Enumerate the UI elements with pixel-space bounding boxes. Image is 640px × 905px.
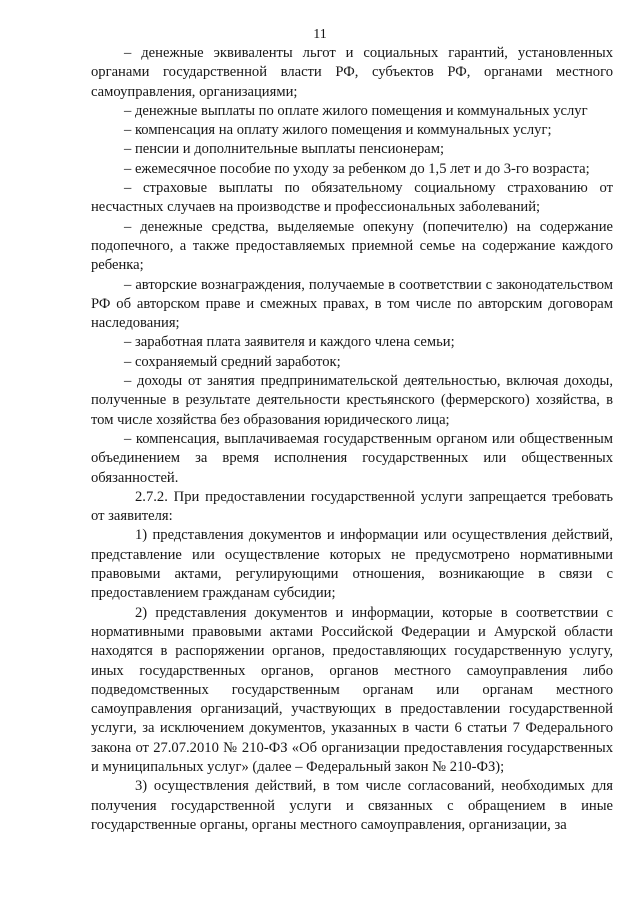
paragraph-housing-compensation: – компенсация на оплату жилого помещения и коммунальных услуг; [124,122,552,139]
paragraph-public-duty-compensation: – компенсация, выплачиваемая государственным органом или общественным объединением за время исполнения государственных или общественных обязанностей. [91,430,613,486]
page-number: 11 [313,27,327,42]
paragraph-pensions: – пенсии и дополнительные выплаты пенсионерам; [124,141,445,158]
paragraph-item-1: 1) представления документов и информации или осуществления действий, представление или осуществление которых не предусмотрено нормативными правовыми актами, регулирующими отношения, возникающие в связи с предоставлением гражданам субсидии; [91,527,613,602]
paragraph-author-royalties: – авторские вознаграждения, получаемые в соответствии с законодательством РФ об авторском праве и смежных правах, в том числе по авторским договорам наследования; [91,276,613,332]
paragraph-average-earnings: – сохраняемый средний заработок; [124,353,341,370]
paragraph-guardian-funds: – денежные средства, выделяемые опекуну (попечителю) на содержание подопечного, а также предоставляемых приемной семье на содержание каждого ребенка; [91,218,613,274]
paragraph-salary: – заработная плата заявителя и каждого члена семьи; [124,334,455,351]
paragraph-childcare-allowance: – ежемесячное пособие по уходу за ребенком до 1,5 лет и до 3-го возраста; [124,160,590,177]
paragraph-monetary-equivalents: – денежные эквиваленты льгот и социальных гарантий, установленных органами государственной власти РФ, субъектов РФ, органами местного самоуправления, организациями; [91,45,613,100]
paragraph-insurance-payments: – страховые выплаты по обязательному социальному страхованию от несчастных случаев на производстве и профессиональных заболеваний; [91,180,613,216]
paragraph-business-income: – доходы от занятия предпринимательской деятельностью, включая доходы, полученные в результате деятельности крестьянского (фермерского) хозяйства, в том числе хозяйства без образования юридического лица; [91,373,613,428]
paragraph-section-2-7-2: 2.7.2. При предоставлении государственной услуги запрещается требовать от заявителя: [91,488,613,525]
paragraph-item-2: 2) представления документов и информации, которые в соответствии с нормативными правовыми актами Российской Федерации и Амурской области находятся в распоряжении органов, предоставляющих государственную услугу, иных государственных органов, органов местного самоуправления либо подведомственных государственным органам или органам местного самоуправления организаций, участвующих в предоставлении государственной услуги, за исключением документов, указанных в части 6 статьи 7 Федерального закона от 27.07.2010 № 210-ФЗ «Об организации предоставления государственных и муниципальных услуг» (далее – Федеральный закон № 210-ФЗ); [91,604,613,775]
document-body [91,44,613,835]
paragraph-housing-payments: – денежные выплаты по оплате жилого помещения и коммунальных услуг [124,102,588,119]
paragraph-item-3: 3) осуществления действий, в том числе согласований, необходимых для получения государственной услуги и связанных с обращением в иные государственные органы, органы местного самоуправления, организации, за [91,778,613,833]
